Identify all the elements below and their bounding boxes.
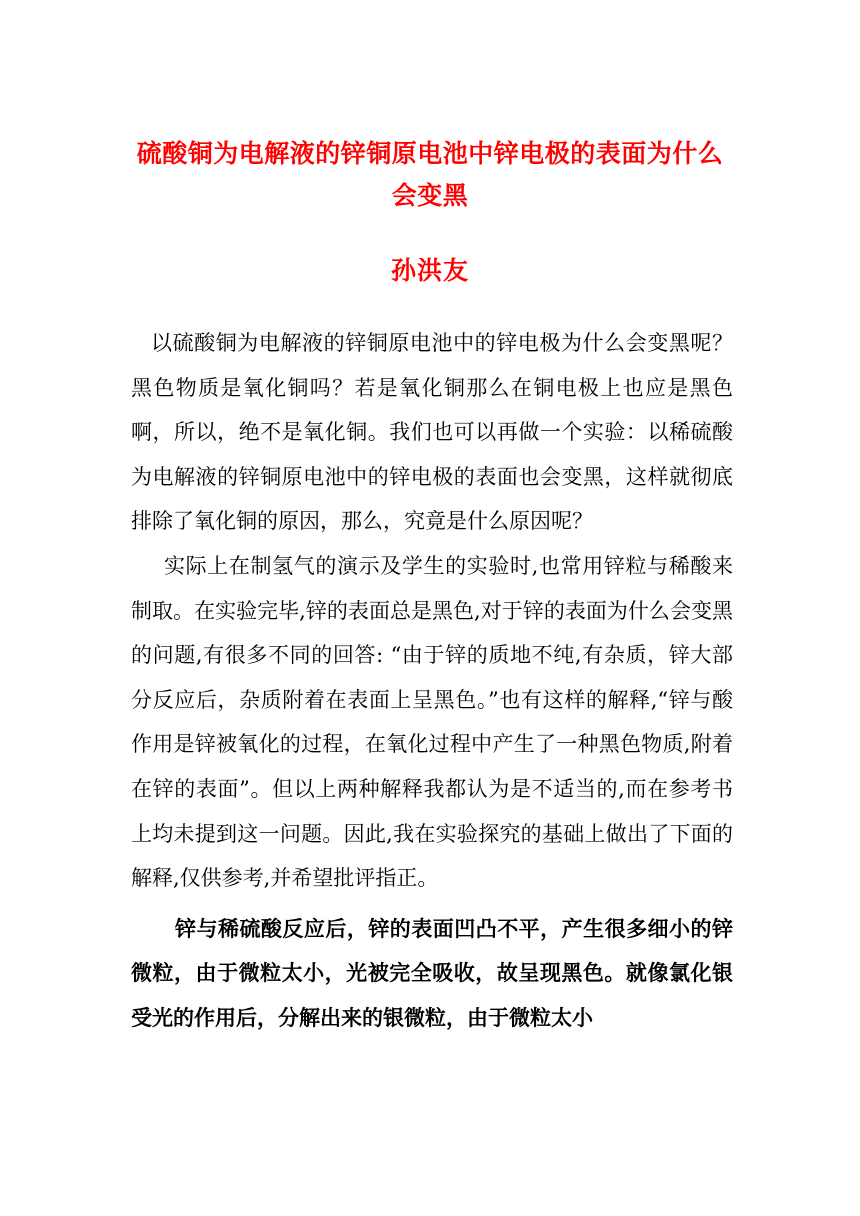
document-title: 硫酸铜为电解液的锌铜原电池中锌电极的表面为什么会变黑 [136,139,724,210]
author-name: 孙洪友 [390,256,469,285]
paragraph-2: 实际上在制氢气的演示及学生的实验时,也常用锌粒与稀酸来制取。在实验完毕,锌的表面总是黑色,对于锌的表面为什么会变黑的问题,有很多不同的回答: “由于锌的质地不纯,有杂质，锌大部分反应后，杂质附着在表面上呈黑色。”也有这样的解释,“锌与酸作用是锌被氧化的过程，在氧化过程中产生了一种黑色物质,附着在锌的表面”。但以上两种解释我都认为是不适当的,而在参考书上均未提到这一问题。因此,我在实验探究的基础上做出了下面的解释,仅供参考,并希望批评指正。 [131,553,733,891]
paragraph-3: 锌与稀硫酸反应后，锌的表面凹凸不平，产生很多细小的锌微粒，由于微粒太小，光被完全吸收，故呈现黑色。就像氯化银受光的作用后，分解出来的银微粒，由于微粒太小 [131,915,733,1030]
document-body [131,321,733,1041]
paragraph-1: 以硫酸铜为电解液的锌铜原电池中的锌电极为什么会变黑呢？黑色物质是氧化铜吗？若是氧化铜那么在铜电极上也应是黑色啊，所以，绝不是氧化铜。我们也可以再做一个实验：以稀硫酸为电解液的锌铜原电池中的锌电极的表面也会变黑，这样就彻底排除了氧化铜的原因，那么，究竟是什么原因呢？ [131,331,733,534]
